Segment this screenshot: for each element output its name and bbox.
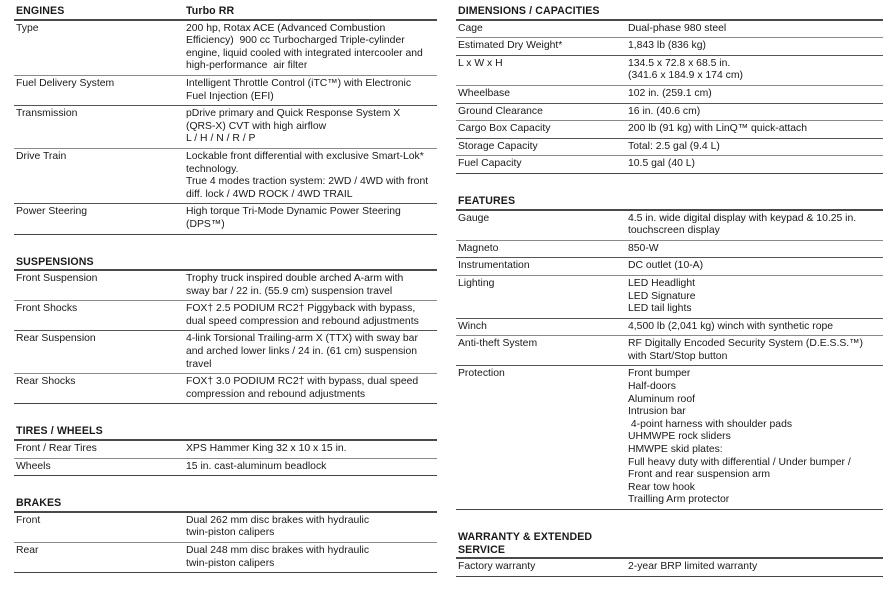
- spec-label: Front Shocks: [16, 303, 78, 315]
- section-header: [14, 253, 437, 272]
- spec-label: Front Suspension: [16, 273, 98, 285]
- spec-label: Estimated Dry Weight*: [458, 40, 563, 52]
- section-header: [14, 422, 437, 441]
- spec-label: Front: [16, 514, 41, 526]
- spec-value: [628, 260, 881, 273]
- spec-value-line: LED Signature: [628, 290, 696, 302]
- spec-value: [628, 338, 881, 363]
- spec-value-line: Lockable front differential with exclusive Smart-Lok*: [186, 150, 424, 162]
- spec-value-line: 134.5 x 72.8 x 68.5 in.: [628, 57, 731, 69]
- spec-label: Rear: [16, 545, 39, 556]
- spec-rows: [14, 441, 437, 476]
- spec-label: L x W x H: [458, 57, 503, 69]
- spec-value-line: Trophy truck inspired double arched A-arm with: [186, 273, 404, 285]
- spec-row-l-x-w-x-h: [456, 56, 883, 86]
- section-header: [14, 2, 437, 21]
- spec-value-line: Fuel Injection (EFI): [186, 90, 274, 102]
- spec-label: Wheels: [16, 460, 51, 472]
- spec-label: Transmission: [16, 108, 78, 120]
- spec-value-line: Intrusion bar: [628, 406, 686, 418]
- section-header: [456, 528, 883, 559]
- spec-rows: [456, 211, 883, 510]
- spec-value: [186, 23, 435, 73]
- spec-value-line: Dual 248 mm disc brakes with hydraulic: [186, 545, 370, 556]
- spec-label: Storage Capacity: [458, 140, 538, 152]
- spec-value-line: 4-point harness with shoulder pads: [628, 418, 793, 430]
- section-header: [456, 192, 883, 211]
- spec-value-line: dual speed compression and rebound adjustments: [186, 315, 419, 327]
- spec-value: [186, 461, 435, 474]
- spec-value: [628, 213, 881, 238]
- spec-value-line: HMWPE skid plates:: [628, 444, 723, 456]
- spec-value: [186, 545, 435, 570]
- spec-value-line: True 4 modes traction system: 2WD / 4WD with front: [186, 176, 429, 188]
- spec-value-line: compression and rebound adjustments: [186, 388, 366, 400]
- section-header: [14, 494, 437, 513]
- spec-label: Ground Clearance: [458, 105, 543, 117]
- spec-value-line: LED tail lights: [628, 303, 692, 315]
- spec-section-warranty-extended-service: [456, 528, 883, 577]
- spec-column-left: [14, 2, 437, 591]
- section-title: DIMENSIONS / CAPACITIES: [458, 5, 600, 17]
- spec-label: Front / Rear Tires: [16, 443, 97, 455]
- section-title: FEATURES: [458, 194, 516, 207]
- spec-label: Rear Shocks: [16, 376, 76, 388]
- spec-label: Anti-theft System: [458, 338, 538, 350]
- spec-value-line: 10.5 gal (40 L): [628, 158, 696, 170]
- spec-row-wheelbase: [456, 86, 883, 104]
- spec-value-line: FOX† 3.0 PODIUM RC2† with bypass, dual speed: [186, 376, 419, 388]
- spec-value-line: 15 in. cast-aluminum beadlock: [186, 460, 327, 472]
- spec-value-line: Dual 262 mm disc brakes with hydraulic: [186, 514, 370, 526]
- spec-row-transmission: [14, 106, 437, 149]
- section-title: SUSPENSIONS: [16, 255, 94, 268]
- spec-value: [628, 88, 881, 101]
- spec-value: [628, 123, 881, 136]
- spec-value-line: 16 in. (40.6 cm): [628, 105, 701, 117]
- spec-label: Protection: [458, 368, 505, 380]
- spec-value: [186, 333, 435, 371]
- spec-value-line: Full heavy duty with differential / Under bumper /: [628, 456, 851, 468]
- spec-row-rear: [14, 543, 437, 573]
- spec-value-line: Dual-phase 980 steel: [628, 22, 727, 34]
- spec-value-line: 4,500 lb (2,041 kg) winch with synthetic rope: [628, 320, 834, 332]
- spec-value: [186, 515, 435, 540]
- spec-value: [628, 23, 881, 36]
- spec-value-line: L / H / N / R / P: [186, 133, 256, 145]
- spec-value-line: LED Headlight: [628, 277, 696, 289]
- spec-value-line: Front bumper: [628, 368, 691, 380]
- spec-value-line: 200 lb (91 kg) with LinQ™ quick-attach: [628, 123, 808, 135]
- spec-value-line: (341.6 x 184.9 x 174 cm): [628, 70, 743, 82]
- spec-label: Power Steering: [16, 206, 88, 218]
- spec-value: [186, 78, 435, 103]
- spec-row-cargo-box-capacity: [456, 121, 883, 139]
- spec-value-line: Intelligent Throttle Control (iTC™) with Electronic: [186, 77, 412, 89]
- spec-row-type: [14, 21, 437, 76]
- spec-value: [628, 141, 881, 154]
- spec-value: [628, 106, 881, 119]
- spec-value: [628, 368, 881, 507]
- spec-section-suspensions: [14, 253, 437, 405]
- spec-row-winch: [456, 319, 883, 337]
- spec-value-line: Front and rear suspension arm: [628, 469, 771, 481]
- section-header: [456, 2, 883, 21]
- spec-value-line: 4-link Torsional Trailing-arm X (TTX) with sway bar: [186, 333, 418, 345]
- spec-value-line: twin-piston calipers: [186, 527, 275, 539]
- spec-value: [186, 303, 435, 328]
- spec-row-ground-clearance: [456, 104, 883, 122]
- spec-rows: [14, 21, 437, 235]
- spec-value-line: RF Digitally Encoded Security System (D.E.S.S.™): [628, 338, 864, 350]
- spec-value-line: with Start/Stop button: [628, 350, 728, 362]
- spec-row-cage: [456, 21, 883, 39]
- spec-label: Drive Train: [16, 150, 67, 162]
- spec-value-line: and arched lower links / 24 in. (61 cm) suspension: [186, 346, 418, 358]
- spec-value-line: twin-piston calipers: [186, 557, 275, 569]
- spec-label: Fuel Delivery System: [16, 77, 115, 89]
- spec-row-estimated-dry-weight: [456, 38, 883, 56]
- spec-section-features: [456, 192, 883, 510]
- spec-value-line: 1,843 lb (836 kg): [628, 40, 706, 52]
- spec-label: Factory warranty: [458, 561, 536, 573]
- spec-value: [628, 58, 881, 83]
- section-model-name: Turbo RR: [186, 5, 235, 17]
- spec-value: [628, 243, 881, 256]
- spec-value-line: FOX† 2.5 PODIUM RC2† Piggyback with bypass,: [186, 303, 416, 315]
- spec-value: [186, 151, 435, 201]
- spec-value-line: (QRS-X) CVT with high airflow: [186, 120, 327, 132]
- spec-value-line: UHMWPE rock sliders: [628, 431, 731, 443]
- section-title: ENGINES: [16, 5, 65, 17]
- spec-value-line: 4.5 in. wide digital display with keypad & 10.25 in.: [628, 212, 857, 224]
- spec-row-magneto: [456, 241, 883, 259]
- spec-value-line: sway bar / 22 in. (55.9 cm) suspension travel: [186, 285, 393, 297]
- spec-value: [186, 108, 435, 146]
- spec-label: Cage: [458, 22, 483, 34]
- spec-section-engines: [14, 2, 437, 235]
- spec-row-protection: [456, 366, 883, 510]
- spec-row-drive-train: [14, 149, 437, 204]
- spec-row-rear-suspension: [14, 331, 437, 374]
- spec-row-fuel-delivery-system: [14, 76, 437, 106]
- spec-label: Type: [16, 22, 39, 34]
- spec-row-front: [14, 513, 437, 543]
- spec-value-line: technology.: [186, 163, 239, 175]
- spec-value-line: Trailling Arm protector: [628, 494, 730, 506]
- spec-label: Magneto: [458, 242, 499, 254]
- spec-rows: [456, 21, 883, 174]
- spec-row-instrumentation: [456, 258, 883, 276]
- spec-row-front-rear-tires: [14, 441, 437, 459]
- spec-value-line: 2-year BRP limited warranty: [628, 561, 758, 573]
- spec-row-front-shocks: [14, 301, 437, 331]
- spec-value-line: travel: [186, 358, 212, 370]
- spec-value: [186, 376, 435, 401]
- spec-column-right: [456, 2, 883, 595]
- spec-value: [186, 206, 435, 231]
- section-title: BRAKES: [16, 497, 62, 510]
- spec-value-line: 102 in. (259.1 cm): [628, 87, 712, 99]
- spec-row-gauge: [456, 211, 883, 241]
- spec-value: [628, 561, 881, 574]
- spec-row-front-suspension: [14, 271, 437, 301]
- spec-value-line: high-performance air filter: [186, 60, 308, 72]
- spec-row-fuel-capacity: [456, 156, 883, 174]
- spec-row-storage-capacity: [456, 139, 883, 157]
- spec-row-wheels: [14, 459, 437, 477]
- spec-row-anti-theft-system: [456, 336, 883, 366]
- spec-value-line: diff. lock / 4WD ROCK / 4WD TRAIL: [186, 188, 353, 200]
- section-title: WARRANTY & EXTENDED SERVICE: [458, 531, 593, 556]
- spec-label: Lighting: [458, 277, 495, 289]
- spec-section-dimensions-capacities: [456, 2, 883, 174]
- spec-value-line: DC outlet (10-A): [628, 260, 704, 272]
- spec-value-line: Total: 2.5 gal (9.4 L): [628, 140, 720, 152]
- spec-rows: [14, 271, 437, 404]
- section-title: TIRES / WHEELS: [16, 425, 103, 438]
- spec-value-line: Efficiency) 900 cc Turbocharged Triple-cylinder: [186, 35, 405, 47]
- spec-value: [628, 278, 881, 316]
- spec-value: [628, 158, 881, 171]
- spec-row-lighting: [456, 276, 883, 319]
- spec-value-line: touchscreen display: [628, 225, 720, 237]
- spec-row-rear-shocks: [14, 374, 437, 404]
- spec-rows: [14, 513, 437, 573]
- spec-label: Gauge: [458, 212, 490, 224]
- spec-section-brakes: [14, 494, 437, 573]
- spec-value-line: Rear tow hook: [628, 481, 695, 493]
- spec-value-line: High torque Tri-Mode Dynamic Power Steering: [186, 206, 401, 218]
- spec-value: [628, 40, 881, 53]
- spec-label: Cargo Box Capacity: [458, 123, 551, 135]
- spec-label: Rear Suspension: [16, 333, 96, 345]
- spec-value: [186, 443, 435, 456]
- spec-section-tires-wheels: [14, 422, 437, 476]
- spec-value-line: (DPS™): [186, 218, 225, 230]
- spec-row-power-steering: [14, 204, 437, 234]
- spec-value: [628, 321, 881, 334]
- spec-value-line: engine, liquid cooled with integrated intercooler and: [186, 47, 423, 59]
- spec-label: Winch: [458, 320, 487, 332]
- spec-value-line: Half-doors: [628, 381, 676, 393]
- spec-value-line: pDrive primary and Quick Response System X: [186, 108, 401, 120]
- spec-value-line: XPS Hammer King 32 x 10 x 15 in.: [186, 443, 347, 455]
- spec-label: Fuel Capacity: [458, 158, 522, 170]
- spec-value-line: 850-W: [628, 242, 659, 254]
- spec-label: Instrumentation: [458, 260, 530, 272]
- spec-value-line: Aluminum roof: [628, 393, 695, 405]
- spec-value: [186, 273, 435, 298]
- spec-label: Wheelbase: [458, 87, 510, 99]
- spec-value-line: 200 hp, Rotax ACE (Advanced Combustion: [186, 22, 386, 34]
